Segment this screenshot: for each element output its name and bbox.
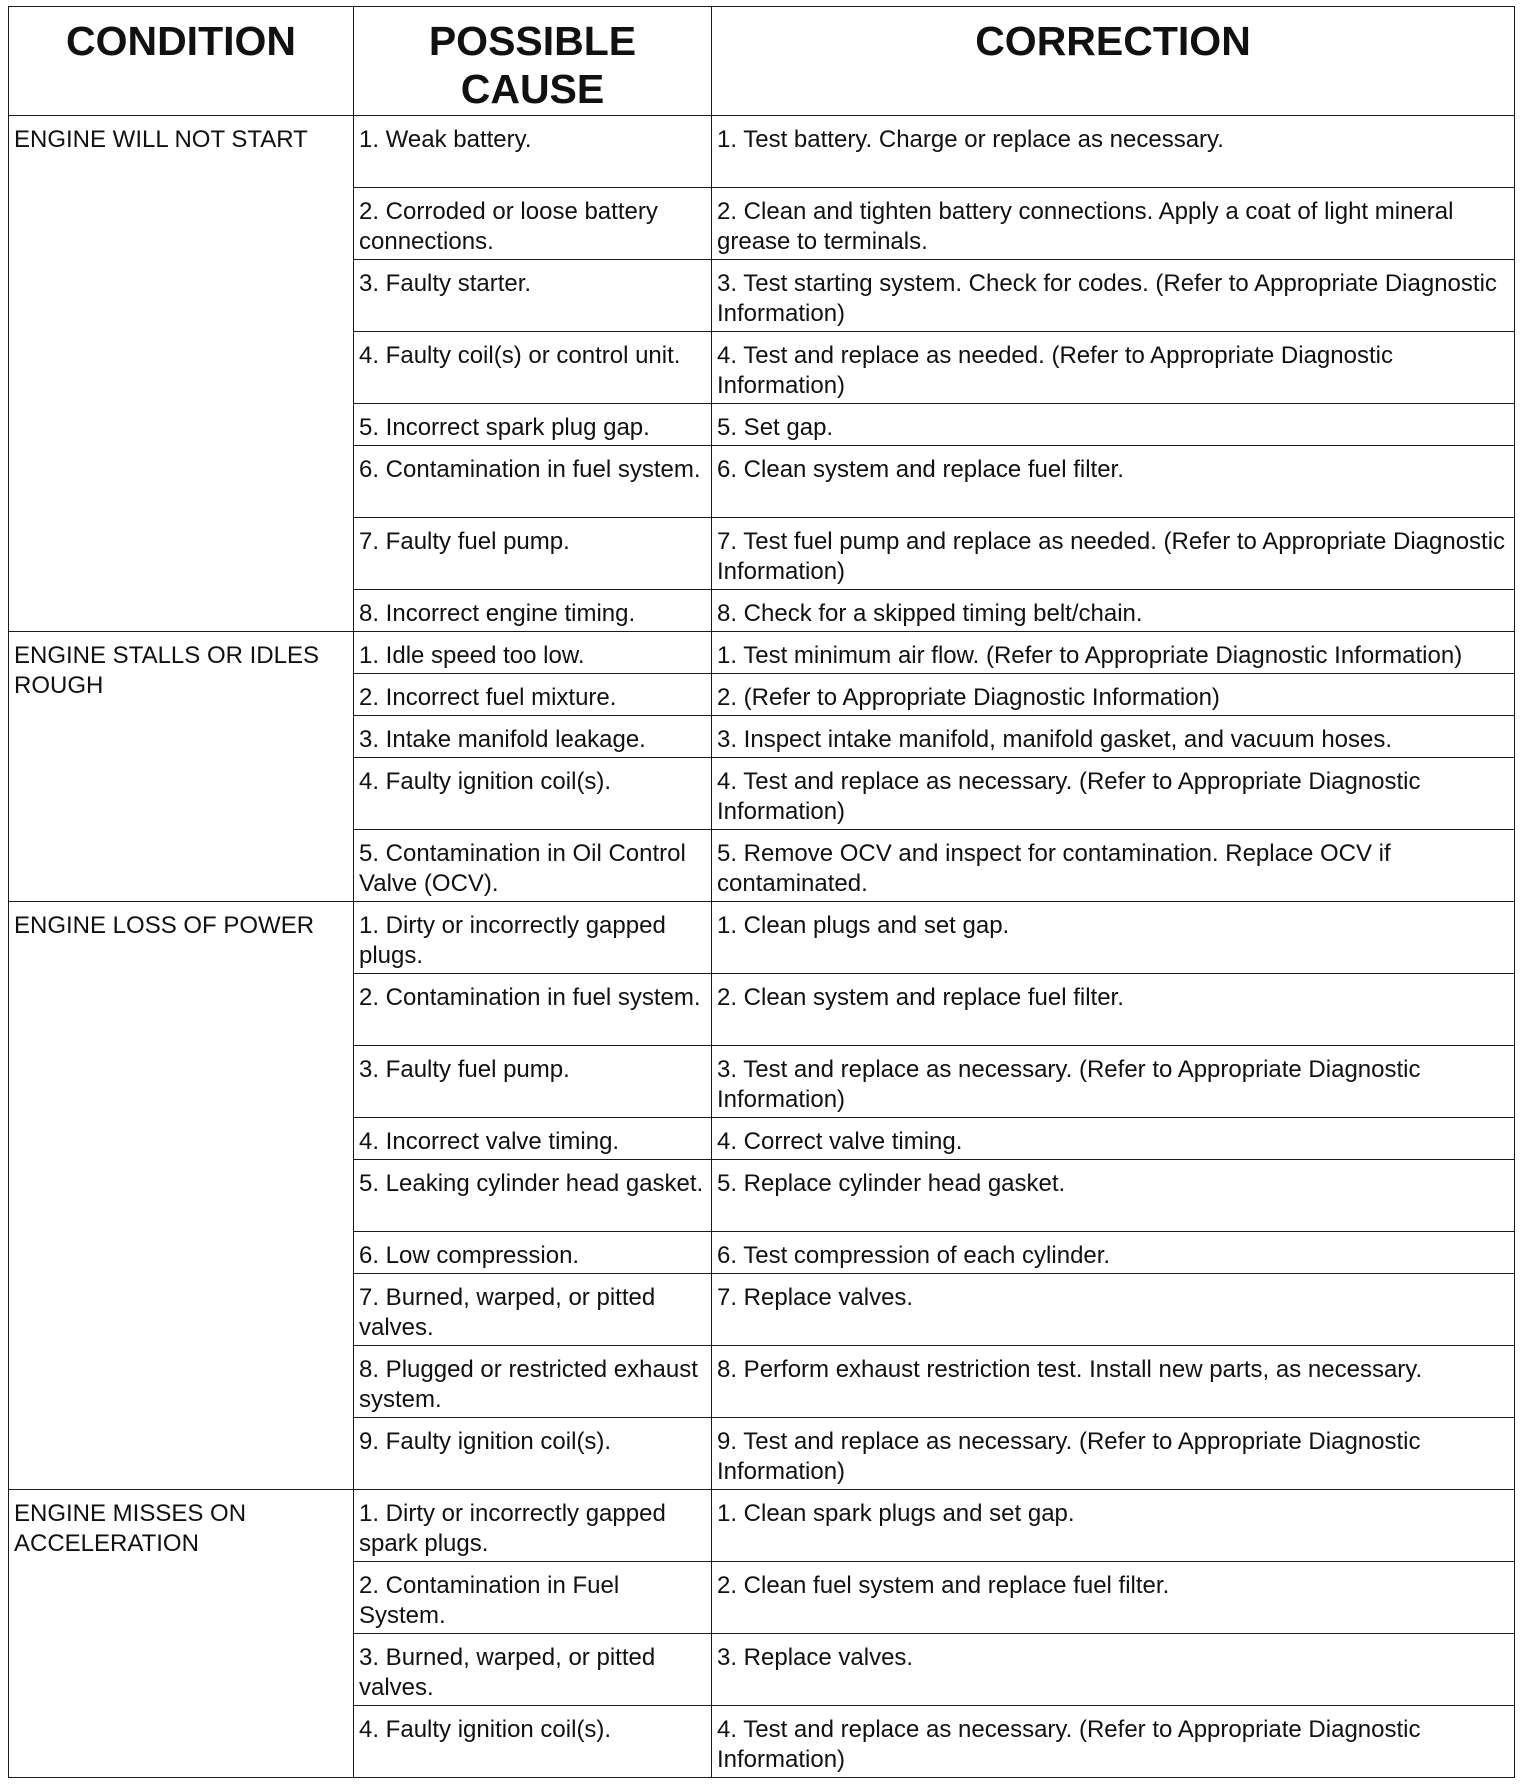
header-possible-cause-line2: CAUSE [460,66,605,112]
correction-cell: 6. Clean system and replace fuel filter. [712,446,1515,518]
correction-cell: 1. Clean plugs and set gap. [712,902,1515,974]
cause-cell: 7. Burned, warped, or pitted valves. [354,1274,712,1346]
table-row [9,902,1515,974]
cause-cell: 1. Weak battery. [354,116,712,188]
cause-cell: 4. Faulty ignition coil(s). [354,1706,712,1778]
cause-cell: 7. Faulty fuel pump. [354,518,712,590]
header-row [9,7,1515,116]
condition-cell: ENGINE MISSES ON ACCELERATION [9,1490,354,1778]
cause-cell: 8. Plugged or restricted exhaust system. [354,1346,712,1418]
cause-cell: 4. Faulty ignition coil(s). [354,758,712,830]
correction-cell: 8. Perform exhaust restriction test. Install new parts, as necessary. [712,1346,1515,1418]
cause-cell: 4. Incorrect valve timing. [354,1118,712,1160]
cause-cell: 1. Dirty or incorrectly gapped spark plugs. [354,1490,712,1562]
correction-cell: 4. Test and replace as needed. (Refer to Appropriate Diagnostic Information) [712,332,1515,404]
correction-cell: 1. Test battery. Charge or replace as necessary. [712,116,1515,188]
cause-cell: 2. Incorrect fuel mixture. [354,674,712,716]
correction-cell: 1. Test minimum air flow. (Refer to Appropriate Diagnostic Information) [712,632,1515,674]
header-possible-cause-line1: POSSIBLE [428,18,637,64]
cause-cell: 2. Contamination in fuel system. [354,974,712,1046]
cause-cell: 6. Low compression. [354,1232,712,1274]
correction-cell: 3. Test and replace as necessary. (Refer to Appropriate Diagnostic Information) [712,1046,1515,1118]
cause-cell: 4. Faulty coil(s) or control unit. [354,332,712,404]
correction-cell: 5. Remove OCV and inspect for contamination. Replace OCV if contaminated. [712,830,1515,902]
cause-cell: 3. Burned, warped, or pitted valves. [354,1634,712,1706]
cause-cell: 5. Contamination in Oil Control Valve (OCV). [354,830,712,902]
cause-cell: 9. Faulty ignition coil(s). [354,1418,712,1490]
cause-cell: 3. Intake manifold leakage. [354,716,712,758]
cause-cell: 6. Contamination in fuel system. [354,446,712,518]
header-possible-cause [354,7,712,116]
correction-cell: 2. Clean and tighten battery connections. Apply a coat of light mineral grease to terminals. [712,188,1515,260]
cause-cell: 8. Incorrect engine timing. [354,590,712,632]
correction-cell: 3. Replace valves. [712,1634,1515,1706]
correction-cell: 4. Correct valve timing. [712,1118,1515,1160]
correction-cell: 3. Test starting system. Check for codes. (Refer to Appropriate Diagnostic Information) [712,260,1515,332]
diagnosis-table [8,6,1515,1778]
cause-cell: 1. Idle speed too low. [354,632,712,674]
cause-cell: 3. Faulty starter. [354,260,712,332]
table-row [9,116,1515,188]
correction-cell: 9. Test and replace as necessary. (Refer to Appropriate Diagnostic Information) [712,1418,1515,1490]
header-correction: CORRECTION [712,7,1515,116]
cause-cell: 3. Faulty fuel pump. [354,1046,712,1118]
correction-cell: 7. Test fuel pump and replace as needed. (Refer to Appropriate Diagnostic Information) [712,518,1515,590]
cause-cell: 2. Corroded or loose battery connections. [354,188,712,260]
condition-cell: ENGINE STALLS OR IDLES ROUGH [9,632,354,902]
correction-cell: 2. Clean system and replace fuel filter. [712,974,1515,1046]
cause-cell: 1. Dirty or incorrectly gapped plugs. [354,902,712,974]
condition-cell: ENGINE LOSS OF POWER [9,902,354,1490]
table-row [9,1490,1515,1562]
correction-cell: 3. Inspect intake manifold, manifold gasket, and vacuum hoses. [712,716,1515,758]
correction-cell: 8. Check for a skipped timing belt/chain. [712,590,1515,632]
cause-cell: 5. Leaking cylinder head gasket. [354,1160,712,1232]
correction-cell: 5. Replace cylinder head gasket. [712,1160,1515,1232]
cause-cell: 5. Incorrect spark plug gap. [354,404,712,446]
correction-cell: 2. (Refer to Appropriate Diagnostic Information) [712,674,1515,716]
correction-cell: 1. Clean spark plugs and set gap. [712,1490,1515,1562]
correction-cell: 2. Clean fuel system and replace fuel filter. [712,1562,1515,1634]
correction-cell: 7. Replace valves. [712,1274,1515,1346]
correction-cell: 6. Test compression of each cylinder. [712,1232,1515,1274]
correction-cell: 4. Test and replace as necessary. (Refer to Appropriate Diagnostic Information) [712,1706,1515,1778]
table-row [9,632,1515,674]
correction-cell: 4. Test and replace as necessary. (Refer to Appropriate Diagnostic Information) [712,758,1515,830]
correction-cell: 5. Set gap. [712,404,1515,446]
header-condition: CONDITION [9,7,354,116]
condition-cell: ENGINE WILL NOT START [9,116,354,632]
cause-cell: 2. Contamination in Fuel System. [354,1562,712,1634]
